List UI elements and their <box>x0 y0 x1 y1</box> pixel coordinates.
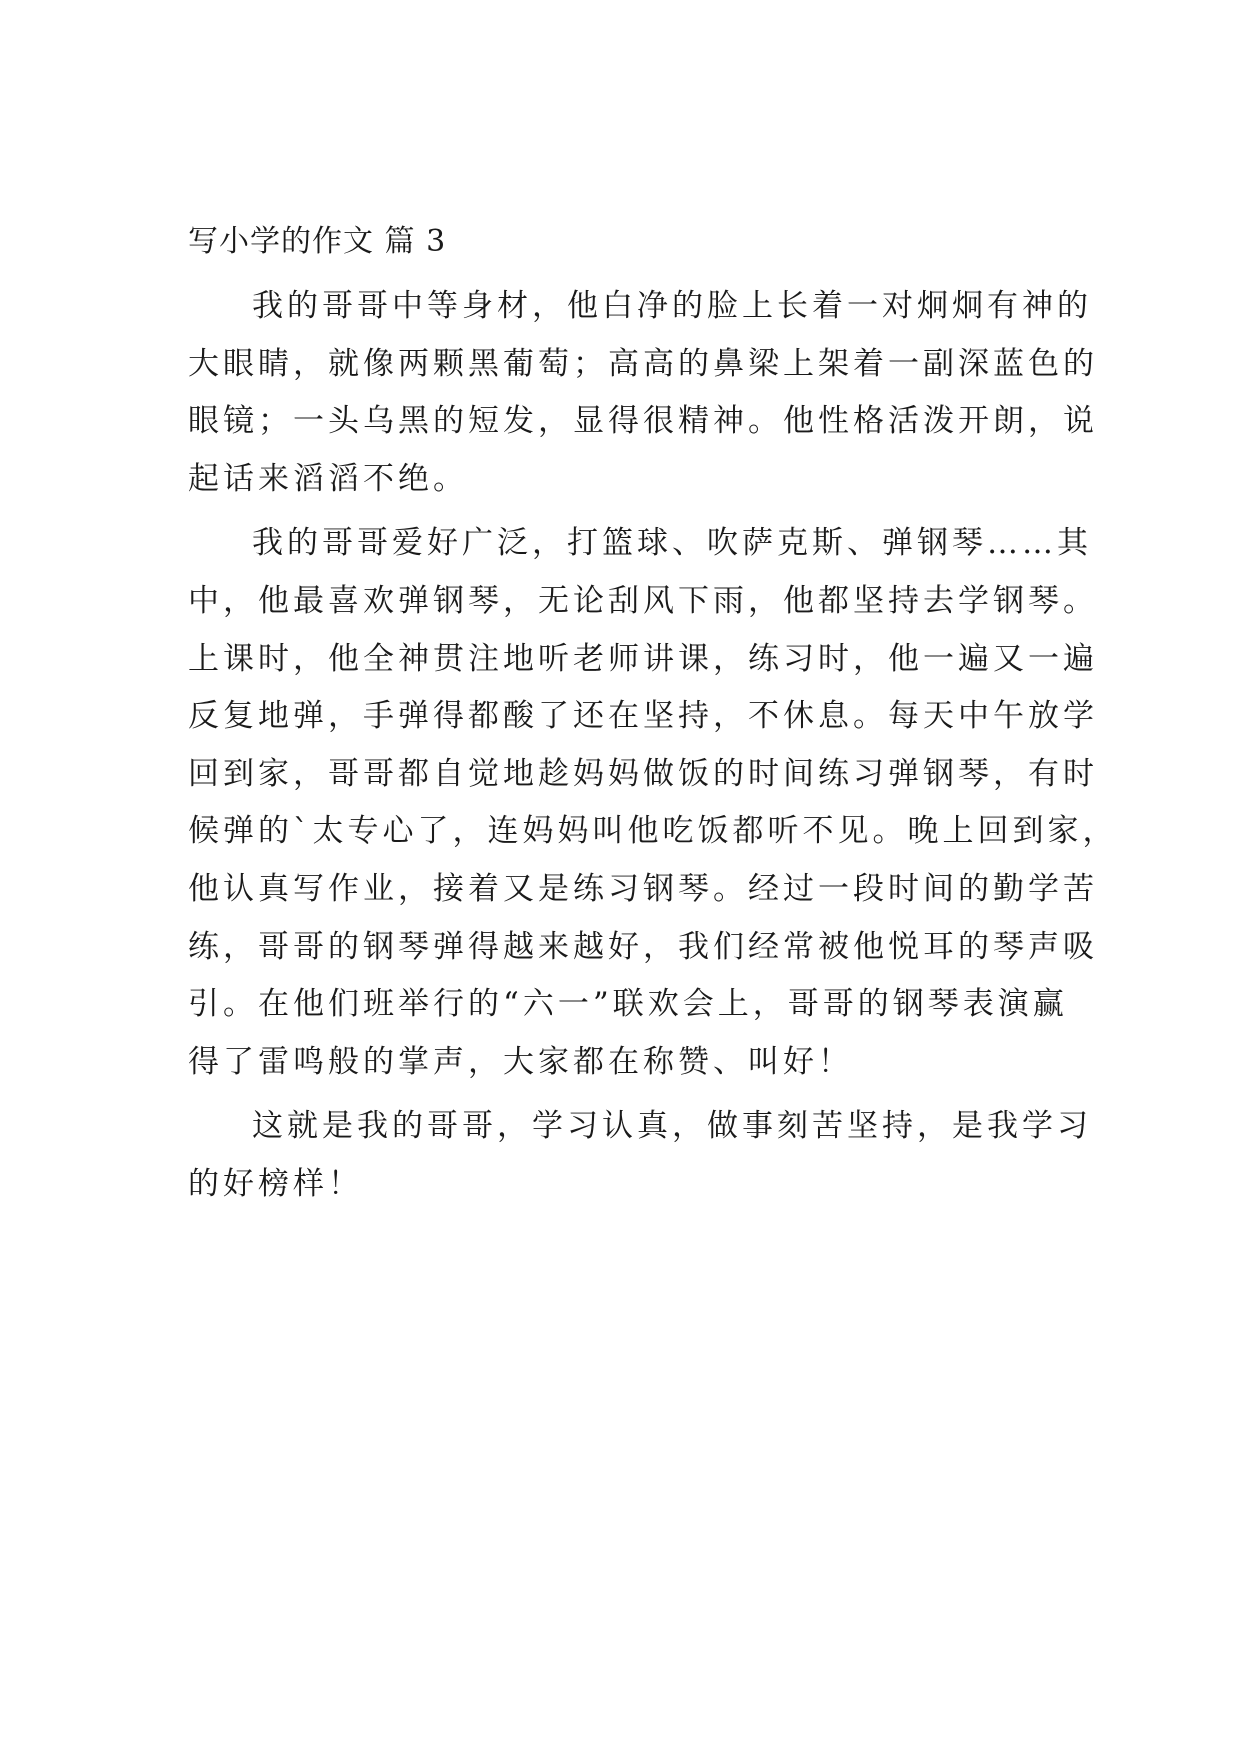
text-line: 大眼睛，就像两颗黑葡萄；高高的鼻梁上架着一副深蓝色的 <box>188 345 1098 382</box>
text-line: 中，他最喜欢弹钢琴，无论刮风下雨，他都坚持去学钢琴。 <box>188 582 1098 619</box>
text-line: 反复地弹，手弹得都酸了还在坚持，不休息。每天中午放学 <box>188 698 1098 735</box>
text-line: 引。在他们班举行的“六一”联欢会上，哥哥的钢琴表演赢 <box>188 986 1068 1023</box>
text-line: 眼镜；一头乌黑的短发，显得很精神。他性格活泼开朗，说 <box>188 403 1098 440</box>
text-line: 得了雷鸣般的掌声，大家都在称赞、叫好！ <box>188 1043 853 1080</box>
text-line: 起话来滔滔不绝。 <box>188 460 468 497</box>
text-line: 练，哥哥的钢琴弹得越来越好，我们经常被他悦耳的琴声吸 <box>188 928 1098 965</box>
text-line: 的好榜样！ <box>188 1165 363 1202</box>
text-line: 这就是我的哥哥，学习认真，做事刻苦坚持，是我学习 <box>252 1108 1092 1145</box>
text-line: 上课时，他全神贯注地听老师讲课，练习时，他一遍又一遍 <box>188 640 1098 677</box>
text-line: 我的哥哥中等身材，他白净的脸上长着一对炯炯有神的 <box>252 288 1092 324</box>
paragraph-1 <box>188 278 1098 508</box>
text-line: 我的哥哥爱好广泛，打篮球、吹萨克斯、弹钢琴……其 <box>252 525 1092 562</box>
text-line: 回到家，哥哥都自觉地趁妈妈做饭的时间练习弹钢琴，有时 <box>188 755 1098 792</box>
paragraph-2 <box>188 515 1118 1091</box>
paragraph-3 <box>188 1098 1092 1213</box>
text-line: 他认真写作业，接着又是练习钢琴。经过一段时间的勤学苦 <box>188 870 1098 907</box>
text-line: 候弹的`太专心了，连妈妈叫他吃饭都听不见。晚上回到家， <box>188 813 1118 850</box>
essay-body <box>188 278 1118 1214</box>
essay-title: 写小学的作文 篇 3 <box>188 224 447 259</box>
